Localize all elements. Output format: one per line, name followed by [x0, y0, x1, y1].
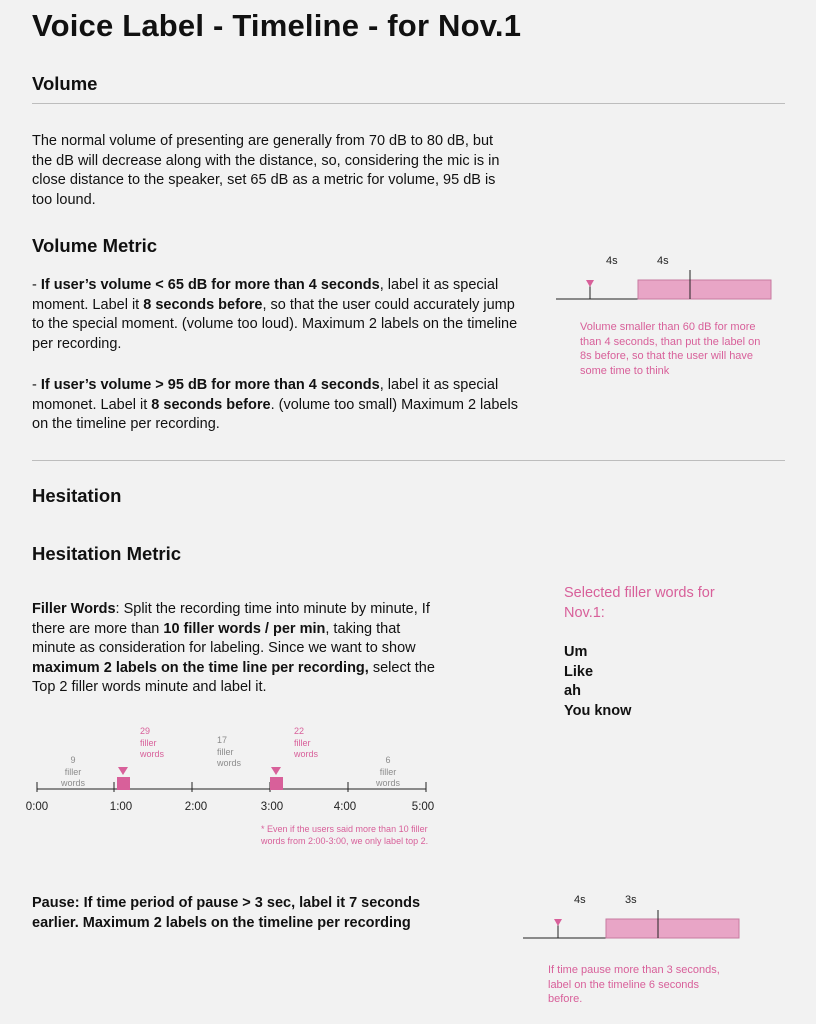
pause-diagram-note: If time pause more than 3 seconds, label on the timeline 6 seconds before. [548, 964, 720, 1005]
filler-word: ah [564, 683, 581, 699]
hesitation-metric-heading: Hesitation Metric [32, 543, 182, 564]
duration-bar [606, 919, 739, 938]
filler-word: Like [564, 663, 594, 680]
rule-threshold: 10 filler words / per min [163, 620, 326, 637]
count-value: 9 [70, 755, 76, 765]
page-title: Voice Label - Timeline - for Nov.1 [32, 8, 522, 43]
count-value: 22 [294, 726, 305, 736]
rule-condition: If user’s volume < 65 dB for more than 4 seconds [40, 277, 380, 293]
filler-footnote: * Even if the users said more than 10 filler words from 2:00-3:00, we only label top 2. [261, 824, 429, 846]
rule-text: , so that the user could accurately jump to the special moment. (volume too loud). Maximum 2 labels on the timeline per recording. [32, 296, 518, 352]
duration-label: 4s [657, 255, 669, 267]
count-unit: filler [294, 737, 311, 748]
rule-prefix: - [32, 277, 41, 293]
rule-text: , label it as special moment. Label it [32, 277, 499, 313]
time-tick-label: 0:00 [25, 801, 49, 813]
rule-offset: 8 seconds before [143, 296, 263, 313]
label-marker-icon [554, 919, 562, 926]
volume-heading: Volume [32, 73, 98, 94]
volume-intro: The normal volume of presenting are generally from 70 dB to 80 dB, but the dB will decrease along with the distance, so, considering the mic is in close distance to the speaker, set 65 dB as a metric for volume, 95 dB is too lound. [32, 133, 500, 208]
time-tick-label: 4:00 [333, 801, 357, 813]
rule-text: . (volume too small) Maximum 2 labels on the timeline per recording. [32, 396, 518, 432]
rule-offset: 8 seconds before [151, 396, 271, 413]
time-tick-label: 1:00 [109, 801, 133, 813]
count-unit: filler [64, 766, 82, 777]
filler-words-term: Filler Words [32, 601, 116, 617]
rule-prefix: - [32, 377, 41, 393]
count-unit: filler [217, 746, 234, 757]
count-unit: words [217, 758, 242, 768]
filler-word: Um [564, 644, 588, 660]
volume-metric-heading: Volume Metric [32, 235, 158, 256]
rule-text: , label it as special momonet. Label it [32, 377, 499, 413]
count-value: 17 [217, 735, 228, 745]
pause-rule: Pause: If time period of pause > 3 sec, label it 7 seconds earlier. Maximum 2 labels on the timeline per recording [32, 895, 421, 931]
selected-words-title: Selected filler words for Nov.1: [564, 585, 715, 621]
hesitation-heading: Hesitation [32, 485, 122, 506]
count-unit: filler [379, 766, 397, 777]
rule-condition: If user’s volume > 95 dB for more than 4 seconds [40, 377, 380, 393]
count-value: 29 [140, 726, 151, 736]
time-tick-label: 3:00 [260, 801, 284, 813]
rule-text: : Split the recording time into minute by minute, If there are more than [32, 601, 430, 637]
rule-text: , taking that minute as consideration for labeling. Since we want to show [32, 620, 416, 656]
count-unit: filler [140, 737, 157, 748]
time-tick-label: 5:00 [411, 801, 435, 813]
count-unit: words [140, 749, 165, 759]
count-value: 6 [385, 755, 391, 765]
volume-diagram-note: Volume smaller than 60 dB for more than 4 seconds, than put the label on 8s before, so that the user will have some time to think [580, 321, 761, 377]
count-unit: words [294, 749, 319, 759]
time-tick-label: 2:00 [184, 801, 208, 813]
filler-word: You know [564, 702, 632, 719]
duration-label: 4s [606, 255, 618, 267]
rule-text: select the Top 2 filler words minute and label it. [32, 659, 435, 695]
rule-limit: maximum 2 labels on the time line per recording, [32, 659, 369, 676]
duration-label: 4s [574, 894, 586, 906]
duration-label: 3s [625, 894, 637, 906]
count-unit: words [60, 778, 85, 788]
count-unit: words [375, 778, 400, 788]
